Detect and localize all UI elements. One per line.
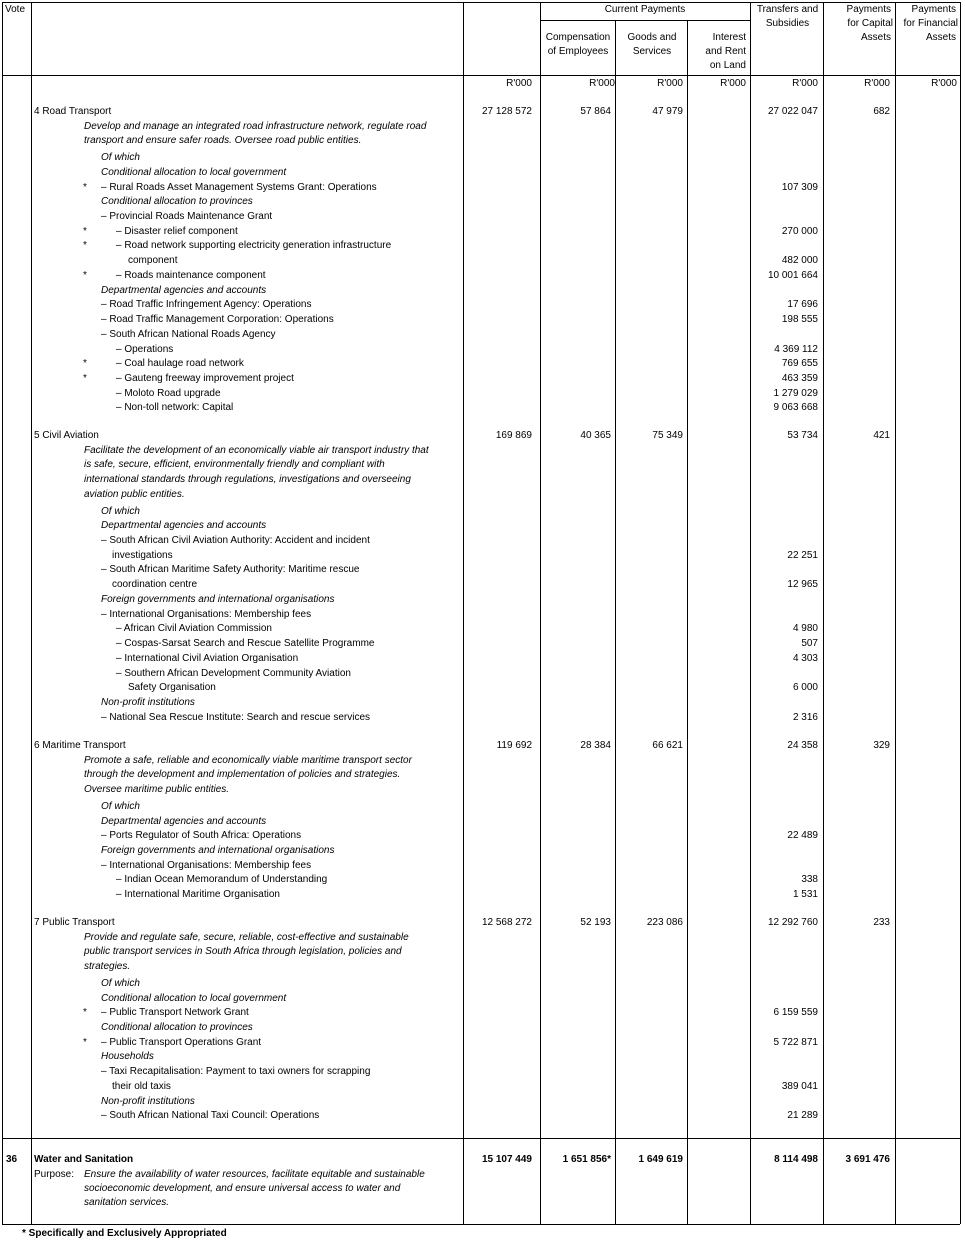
line-item-label: – Coal haulage road network (116, 358, 244, 369)
line-item-value: 17 696 (787, 299, 818, 310)
unit-label: R'000 (657, 78, 683, 89)
section-goods: 47 979 (652, 106, 683, 117)
section-purpose-line: Develop and manage an integrated road infrastructure network, regulate road (84, 121, 427, 132)
line-item-label: – Road Traffic Management Corporation: Operations (101, 314, 334, 325)
line-item-value: 338 (801, 874, 818, 885)
vote36-goods: 1 649 619 (638, 1154, 683, 1165)
section-capital: 233 (873, 917, 890, 928)
section-goods: 66 621 (652, 740, 683, 751)
section-title: 6 Maritime Transport (34, 740, 126, 751)
line-item-value: 6 159 559 (773, 1007, 818, 1018)
line-item-label: Households (101, 1051, 154, 1062)
vote36-number: 36 (6, 1154, 18, 1165)
header-transfers: Transfers and Subsidies (756, 4, 819, 29)
col-line-4 (615, 21, 616, 1224)
col-line-5 (687, 21, 688, 1224)
line-item-value: 22 251 (787, 550, 818, 561)
section-total: 12 568 272 (481, 917, 532, 928)
line-item-value: 2 316 (792, 712, 818, 723)
appropriation-star: * (83, 270, 87, 281)
appropriation-star: * (83, 240, 87, 251)
line-item-label: – South African National Roads Agency (101, 329, 276, 340)
line-item-label: Departmental agencies and accounts (101, 520, 267, 531)
header-divider (2, 75, 960, 76)
vote36-capital: 3 691 476 (845, 1154, 890, 1165)
section-purpose-line: international standards through regulations, investigations and overseeing (84, 474, 411, 485)
vote36-purpose-line: sanitation services. (84, 1197, 170, 1208)
col-line-8 (895, 2, 896, 1224)
section-compensation: 57 864 (580, 106, 611, 117)
section-purpose-line: Oversee maritime public entities. (84, 784, 230, 795)
line-item-label: – Moloto Road upgrade (116, 388, 221, 399)
col-line-7 (823, 2, 824, 1224)
section-purpose-line: aviation public entities. (84, 489, 185, 500)
line-item-value: 21 289 (787, 1110, 818, 1121)
section-purpose-line: Promote a safe, reliable and economically viable maritime transport sector (84, 755, 412, 766)
line-item-label: – Ports Regulator of South Africa: Operations (101, 830, 302, 841)
line-item-label: component (128, 255, 178, 266)
line-item-label: – Public Transport Operations Grant (101, 1037, 262, 1048)
section-total: 27 128 572 (481, 106, 532, 117)
line-item-label: – Public Transport Network Grant (101, 1007, 249, 1018)
section-goods: 223 086 (646, 917, 683, 928)
section-capital: 421 (873, 430, 890, 441)
line-item-label: – Disaster relief component (116, 226, 238, 237)
line-item-value: 270 000 (781, 226, 818, 237)
col-line-2 (463, 2, 464, 1224)
vote36-transfers: 8 114 498 (774, 1154, 818, 1165)
line-item-label: – International Civil Aviation Organisation (116, 653, 299, 664)
section-capital: 682 (873, 106, 890, 117)
header-goods: Goods and Services (627, 32, 677, 57)
section-purpose-line: public transport services in South Africa through legislation, policies and (84, 946, 402, 957)
line-item-label: Of which (101, 801, 140, 812)
line-item-label: their old taxis (112, 1081, 171, 1092)
line-item-label: Of which (101, 152, 140, 163)
line-item-label: Conditional allocation to provinces (101, 1022, 253, 1033)
line-item-label: coordination centre (112, 579, 198, 590)
header-interest: Interest and Rent on Land (705, 32, 746, 71)
line-item-label: – Rural Roads Asset Management Systems Grant: Operations (101, 182, 377, 193)
vote36-title: Water and Sanitation (34, 1154, 134, 1165)
line-item-label: Conditional allocation to local government (101, 993, 287, 1004)
current-payments-underline (540, 20, 750, 21)
header-capital: Payments for Capital Assets (846, 4, 893, 43)
line-item-value: 389 041 (781, 1081, 818, 1092)
line-item-value: 4 369 112 (774, 344, 818, 355)
section-transfers: 12 292 760 (767, 917, 818, 928)
line-item-label: Safety Organisation (128, 682, 216, 693)
header-vote: Vote (5, 4, 26, 15)
appropriation-star: * (83, 358, 87, 369)
appropriation-star: * (83, 1007, 87, 1018)
unit-label: R'000 (792, 78, 818, 89)
line-item-value: 1 531 (792, 889, 818, 900)
unit-label: R'000 (506, 78, 532, 89)
footnote: * Specifically and Exclusively Appropriated (22, 1228, 227, 1239)
vote36-purpose-label: Purpose: (34, 1169, 75, 1180)
line-item-label: Of which (101, 978, 140, 989)
line-item-value: 4 980 (792, 623, 818, 634)
line-item-label: – Southern African Development Community Aviation (116, 668, 351, 679)
line-item-value: 1 279 029 (773, 388, 818, 399)
line-item-label: – International Maritime Organisation (116, 889, 280, 900)
table-border-bottom (2, 1224, 960, 1225)
line-item-label: Departmental agencies and accounts (101, 816, 267, 827)
line-item-value: 22 489 (787, 830, 818, 841)
line-item-value: 12 965 (787, 579, 818, 590)
line-item-label: Departmental agencies and accounts (101, 285, 267, 296)
line-item-value: 9 063 668 (773, 402, 818, 413)
line-item-value: 463 359 (781, 373, 818, 384)
line-item-label: Non-profit institutions (101, 1096, 195, 1107)
line-item-label: – Road network supporting electricity generation infrastructure (116, 240, 392, 251)
section-compensation: 40 365 (580, 430, 611, 441)
line-item-label: – South African National Taxi Council: Operations (101, 1110, 320, 1121)
vote36-compensation: 1 651 856* (562, 1154, 611, 1165)
line-item-value: 6 000 (792, 682, 818, 693)
line-item-label: Foreign governments and international organisations (101, 594, 335, 605)
vote36-purpose-line: Ensure the availability of water resources, facilitate equitable and sustainable (84, 1169, 425, 1180)
section-purpose-line: is safe, secure, efficient, environmentally friendly and compliant with (84, 459, 385, 470)
section-title: 5 Civil Aviation (34, 430, 99, 441)
unit-label: R'000 (589, 78, 615, 89)
appropriation-star: * (83, 226, 87, 237)
line-item-label: – South African Maritime Safety Authority: Maritime rescue (101, 564, 360, 575)
line-item-label: investigations (112, 550, 173, 561)
line-item-value: 769 655 (781, 358, 818, 369)
line-item-label: Of which (101, 506, 140, 517)
line-item-label: – International Organisations: Membership fees (101, 860, 312, 871)
section-purpose-line: strategies. (84, 961, 131, 972)
section-transfers: 53 734 (787, 430, 818, 441)
line-item-value: 507 (801, 638, 818, 649)
line-item-label: – International Organisations: Membership fees (101, 609, 312, 620)
line-item-label: – Provincial Roads Maintenance Grant (101, 211, 273, 222)
line-item-label: – Roads maintenance component (116, 270, 266, 281)
header-compensation: Compensation of Employees (545, 32, 611, 57)
line-item-label: – Cospas-Sarsat Search and Rescue Satellite Programme (116, 638, 375, 649)
col-line-3 (540, 2, 541, 1224)
vote36-divider-top (2, 1138, 960, 1139)
section-goods: 75 349 (652, 430, 683, 441)
section-total: 119 692 (496, 740, 532, 751)
appropriation-star: * (83, 182, 87, 193)
line-item-label: Conditional allocation to local government (101, 167, 287, 178)
line-item-label: – Operations (116, 344, 174, 355)
line-item-value: 198 555 (781, 314, 818, 325)
line-item-label: Foreign governments and international organisations (101, 845, 335, 856)
col-line-0 (2, 2, 3, 1224)
line-item-label: Non-profit institutions (101, 697, 195, 708)
unit-label: R'000 (931, 78, 957, 89)
section-capital: 329 (873, 740, 890, 751)
line-item-value: 10 001 664 (767, 270, 818, 281)
line-item-value: 4 303 (792, 653, 818, 664)
line-item-value: 5 722 871 (773, 1037, 818, 1048)
section-transfers: 24 358 (787, 740, 818, 751)
line-item-label: – Taxi Recapitalisation: Payment to taxi owners for scrapping (101, 1066, 371, 1077)
section-compensation: 52 193 (580, 917, 611, 928)
appropriation-star: * (83, 373, 87, 384)
line-item-label: – Indian Ocean Memorandum of Understanding (116, 874, 328, 885)
line-item-label: – South African Civil Aviation Authority: Accident and incident (101, 535, 370, 546)
line-item-label: Conditional allocation to provinces (101, 196, 253, 207)
line-item-label: – National Sea Rescue Institute: Search and rescue services (101, 712, 371, 723)
line-item-label: – Road Traffic Infringement Agency: Operations (101, 299, 312, 310)
appropriation-star: * (83, 1037, 87, 1048)
section-title: 4 Road Transport (34, 106, 112, 117)
section-title: 7 Public Transport (34, 917, 115, 928)
header-financial: Payments for Financial Assets (903, 4, 958, 43)
section-transfers: 27 022 047 (767, 106, 818, 117)
section-purpose-line: transport and ensure safer roads. Oversee road public entities. (84, 135, 362, 146)
section-purpose-line: Facilitate the development of an economically viable air transport industry that (84, 445, 429, 456)
line-item-label: – Gauteng freeway improvement project (116, 373, 294, 384)
unit-label: R'000 (864, 78, 890, 89)
section-purpose-line: Provide and regulate safe, secure, reliable, cost-effective and sustainable (84, 932, 409, 943)
line-item-value: 482 000 (781, 255, 818, 266)
section-purpose-line: through the development and implementation of policies and strategies. (84, 769, 401, 780)
section-total: 169 869 (495, 430, 532, 441)
line-item-value: 107 309 (781, 182, 818, 193)
unit-label: R'000 (720, 78, 746, 89)
col-line-1 (31, 2, 32, 1224)
line-item-label: – African Civil Aviation Commission (116, 623, 272, 634)
col-line-9 (960, 2, 961, 1224)
line-item-label: – Non-toll network: Capital (116, 402, 234, 413)
section-compensation: 28 384 (580, 740, 611, 751)
header-current-payments: Current Payments (604, 4, 686, 15)
vote36-purpose-line: socioeconomic development, and ensure universal access to water and (84, 1183, 401, 1194)
vote36-total: 15 107 449 (481, 1154, 532, 1165)
